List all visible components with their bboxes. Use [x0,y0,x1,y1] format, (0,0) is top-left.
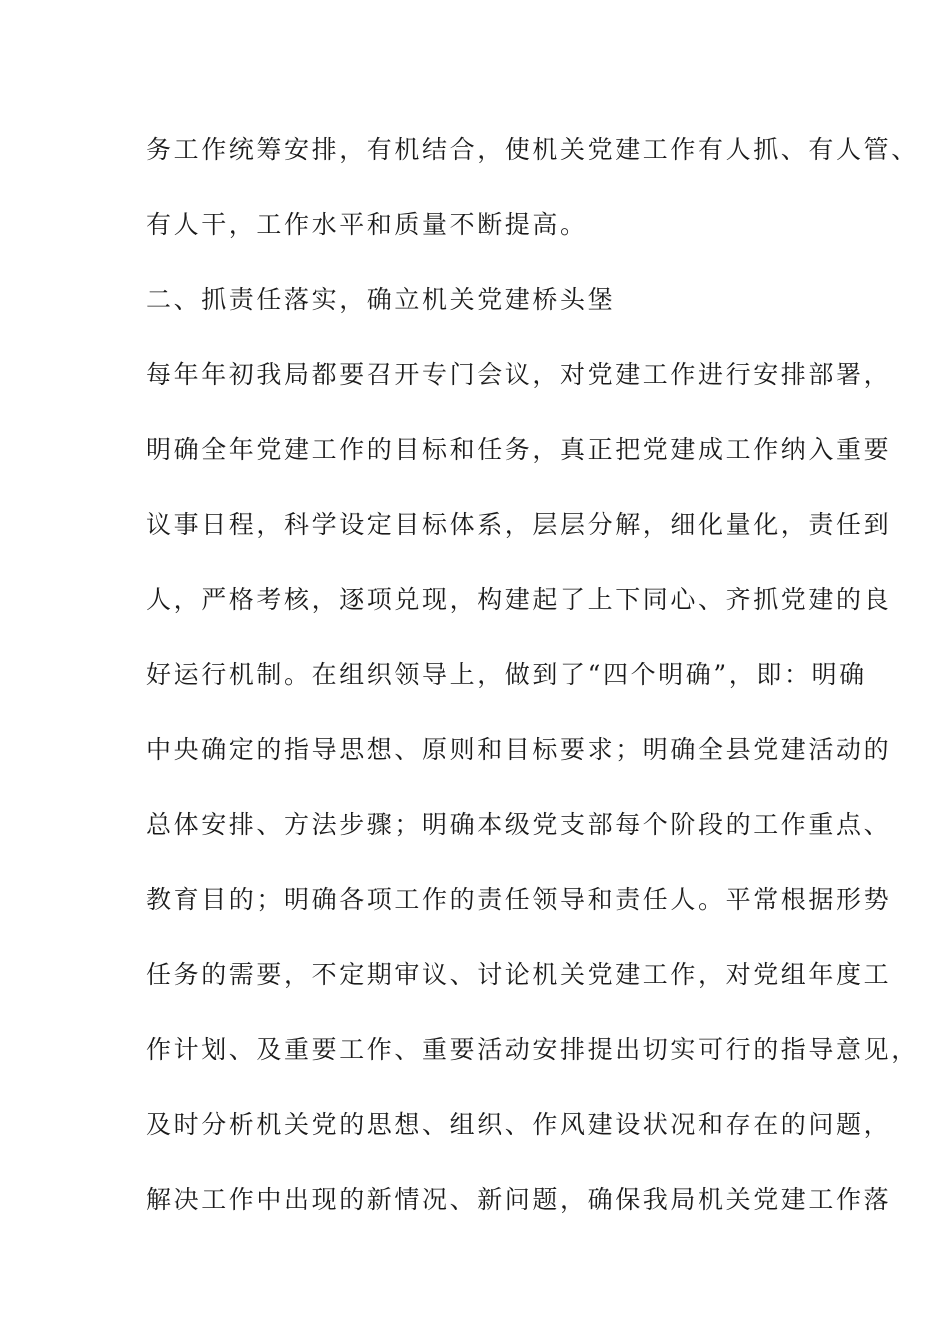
text-line: 解决工作中出现的新情况、新问题，确保我局机关党建工作落 [146,1185,892,1214]
text-line: 作计划、及重要工作、重要活动安排提出切实可行的指导意见， [146,1035,919,1064]
text-line: 好运行机制。在组织领导上，做到了“四个明确”，即：明确 [146,660,867,689]
text-line: 总体安排、方法步骤；明确本级党支部每个阶段的工作重点、 [146,810,892,839]
text-line: 教育目的；明确各项工作的责任领导和责任人。平常根据形势 [146,885,892,914]
text-line: 有人干，工作水平和质量不断提高。 [146,210,588,239]
text-line: 每年年初我局都要召开专门会议，对党建工作进行安排部署， [146,360,892,389]
text-line: 议事日程，科学设定目标体系，层层分解，细化量化，责任到 [146,510,892,539]
section-heading: 二、抓责任落实，确立机关党建桥头堡 [146,285,616,314]
text-line: 人，严格考核，逐项兑现，构建起了上下同心、齐抓党建的良 [146,585,892,614]
text-line: 中央确定的指导思想、原则和目标要求；明确全县党建活动的 [146,735,892,764]
text-line: 及时分析机关党的思想、组织、作风建设状况和存在的问题， [146,1110,892,1139]
text-line: 明确全年党建工作的目标和任务，真正把党建成工作纳入重要 [146,435,892,464]
text-line: 务工作统筹安排，有机结合，使机关党建工作有人抓、有人管、 [146,135,919,164]
text-line: 任务的需要，不定期审议、讨论机关党建工作，对党组年度工 [146,960,892,989]
